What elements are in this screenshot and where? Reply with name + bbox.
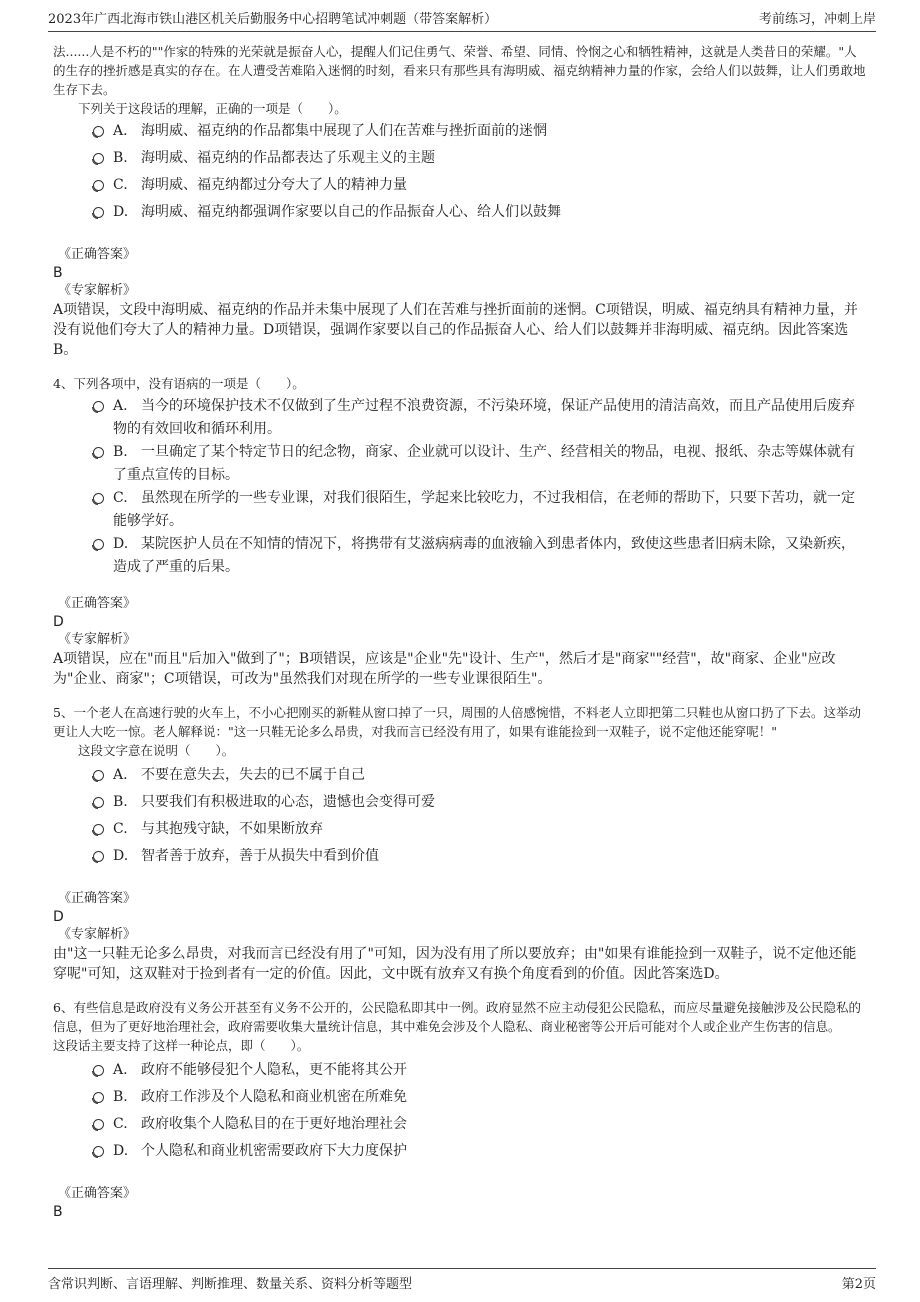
option-c[interactable]: C. 与其抱残守缺，不如果断放弃 (53, 818, 868, 841)
option-d[interactable]: D. 个人隐私和商业机密需要政府下大力度保护 (53, 1140, 868, 1163)
analysis-text: A项错误，文段中海明威、福克纳的作品并未集中展现了人们在苦难与挫折面前的迷惘。C项错误，明威、福克纳具有精神力量，并没有说他们夸大了人的精神力量。D项错误，强调作家要以自己的作品振奋人心、给人们以鼓舞并非海明威、福克纳。因此答案选B。 (53, 302, 858, 358)
radio-icon[interactable] (93, 207, 104, 218)
page-content (53, 42, 868, 1221)
question-3 (53, 42, 868, 360)
option-c[interactable]: C. 海明威、福克纳都过分夸大了人的精神力量 (53, 174, 868, 197)
answer-value: D (53, 909, 64, 925)
radio-icon[interactable] (93, 1092, 104, 1103)
page-footer (48, 1268, 876, 1292)
radio-icon[interactable] (93, 447, 104, 458)
radio-icon[interactable] (93, 493, 104, 504)
option-a[interactable]: A. 海明威、福克纳的作品都集中展现了人们在苦难与挫折面前的迷惘 (53, 120, 868, 143)
analysis-label: 《专家解析》 (58, 632, 137, 647)
option-list (53, 120, 868, 224)
option-b[interactable]: B. 只要我们有积极进取的心态，遗憾也会变得可爱 (53, 791, 868, 814)
page-header (48, 10, 876, 32)
question-prompt: 这段文字意在说明（ ）。 (78, 743, 235, 758)
option-a[interactable]: A. 政府不能够侵犯个人隐私，更不能将其公开 (53, 1059, 868, 1082)
question-5 (53, 703, 868, 984)
analysis-label: 《专家解析》 (58, 283, 137, 298)
footer-note: 含常识判断、言语理解、判断推理、数量关系、资料分析等题型 (48, 1277, 413, 1292)
answer-value: D (53, 614, 64, 630)
header-slogan: 考前练习，冲刺上岸 (758, 12, 876, 27)
analysis-text: A项错误，应在"而且"后加入"做到了"；B项错误，应该是"企业"先"设计、生产"，然后才是"商家""经营"，故"商家、企业"应改为"企业、商家"；C项错误，可改为"虽然我们对现在所学的一些专业课很陌生"。 (53, 651, 836, 687)
radio-icon[interactable] (93, 153, 104, 164)
page-number: 第2页 (841, 1277, 876, 1292)
radio-icon[interactable] (93, 1119, 104, 1130)
question-passage: 法......人是不朽的""作家的特殊的光荣就是振奋人心，提醒人们记住勇气、荣誉、希望、同情、怜悯之心和牺牲精神，这就是人类昔日的荣耀。"人的生存的挫折感是真实的存在。在人遭受苦难陷入迷惘的时刻，看来只有那些具有海明威、福克纳精神力量的作家，会给人们以鼓舞，让人们勇敢地生存下去。 (53, 44, 866, 97)
radio-icon[interactable] (93, 539, 104, 550)
radio-icon[interactable] (93, 1146, 104, 1157)
option-b[interactable]: B. 海明威、福克纳的作品都表达了乐观主义的主题 (53, 147, 868, 170)
radio-icon[interactable] (93, 770, 104, 781)
option-d[interactable]: D. 某院医护人员在不知情的情况下，将携带有艾滋病病毒的血液输入到患者体内，致使这些患者旧病未除，又染新疾，造成了严重的后果。 (53, 533, 868, 579)
analysis-label: 《专家解析》 (58, 927, 137, 942)
radio-icon[interactable] (93, 126, 104, 137)
radio-icon[interactable] (93, 824, 104, 835)
radio-icon[interactable] (93, 797, 104, 808)
answer-value: B (53, 265, 63, 281)
document-title: 2023年广西北海市铁山港区机关后勤服务中心招聘笔试冲刺题（带答案解析） (48, 12, 498, 27)
option-list (53, 1059, 868, 1163)
answer-label: 《正确答案》 (58, 1186, 137, 1201)
answer-label: 《正确答案》 (58, 891, 137, 906)
option-b[interactable]: B. 一旦确定了某个特定节日的纪念物，商家、企业就可以设计、生产、经营相关的物品，电视、报纸、杂志等媒体就有了重点宣传的目标。 (53, 441, 868, 487)
radio-icon[interactable] (93, 851, 104, 862)
answer-label: 《正确答案》 (58, 596, 137, 611)
question-prompt: 下列关于这段话的理解，正确的一项是（ ）。 (78, 101, 347, 116)
question-6 (53, 998, 868, 1221)
option-a[interactable]: A. 不要在意失去，失去的已不属于自己 (53, 764, 868, 787)
analysis-text: 由"这一只鞋无论多么昂贵，对我而言已经没有用了"可知，因为没有用了所以要放弃；由"如果有谁能捡到一双鞋子，说不定他还能穿呢"可知，这双鞋对于捡到者有一定的价值。因此，文中既有放弃又有换个角度看到的价值。因此答案选D。 (53, 946, 857, 982)
radio-icon[interactable] (93, 1065, 104, 1076)
option-d[interactable]: D. 海明威、福克纳都强调作家要以自己的作品振奋人心、给人们以鼓舞 (53, 201, 868, 224)
question-4 (53, 374, 868, 689)
option-d[interactable]: D. 智者善于放弃，善于从损失中看到价值 (53, 845, 868, 868)
option-a[interactable]: A. 当今的环境保护技术不仅做到了生产过程不浪费资源，不污染环境，保证产品使用的清洁高效，而且产品使用后废弃物的有效回收和循环利用。 (53, 395, 868, 441)
radio-icon[interactable] (93, 401, 104, 412)
question-stem: 4、下列各项中，没有语病的一项是（ ）。 (53, 376, 305, 391)
answer-label: 《正确答案》 (58, 247, 137, 262)
option-list (53, 395, 868, 579)
option-list (53, 764, 868, 868)
option-c[interactable]: C. 虽然现在所学的一些专业课，对我们很陌生，学起来比较吃力，不过我相信，在老师的帮助下，只要下苦功，就一定能够学好。 (53, 487, 868, 533)
option-b[interactable]: B. 政府工作涉及个人隐私和商业机密在所难免 (53, 1086, 868, 1109)
question-prompt: 这段话主要支持了这样一种论点，即（ ）。 (53, 1038, 310, 1053)
radio-icon[interactable] (93, 180, 104, 191)
option-c[interactable]: C. 政府收集个人隐私目的在于更好地治理社会 (53, 1113, 868, 1136)
answer-value: B (53, 1204, 63, 1220)
question-stem: 6、有些信息是政府没有义务公开甚至有义务不公开的，公民隐私即其中一例。政府显然不应主动侵犯公民隐私，而应尽量避免接触涉及公民隐私的信息，但为了更好地治理社会，政府需要收集大量统计信息，其中难免会涉及个人隐私、商业秘密等公开后可能对个人或企业产生伤害的信息。 (53, 1000, 861, 1034)
question-stem: 5、一个老人在高速行驶的火车上，不小心把刚买的新鞋从窗口掉了一只，周围的人倍感惋惜，不料老人立即把第二只鞋也从窗口扔了下去。这举动更让人大吃一惊。老人解释说："这一只鞋无论多么昂贵，对我而言已经没有用了，如果有谁能捡到一双鞋子，说不定他还能穿呢！" (53, 705, 861, 739)
